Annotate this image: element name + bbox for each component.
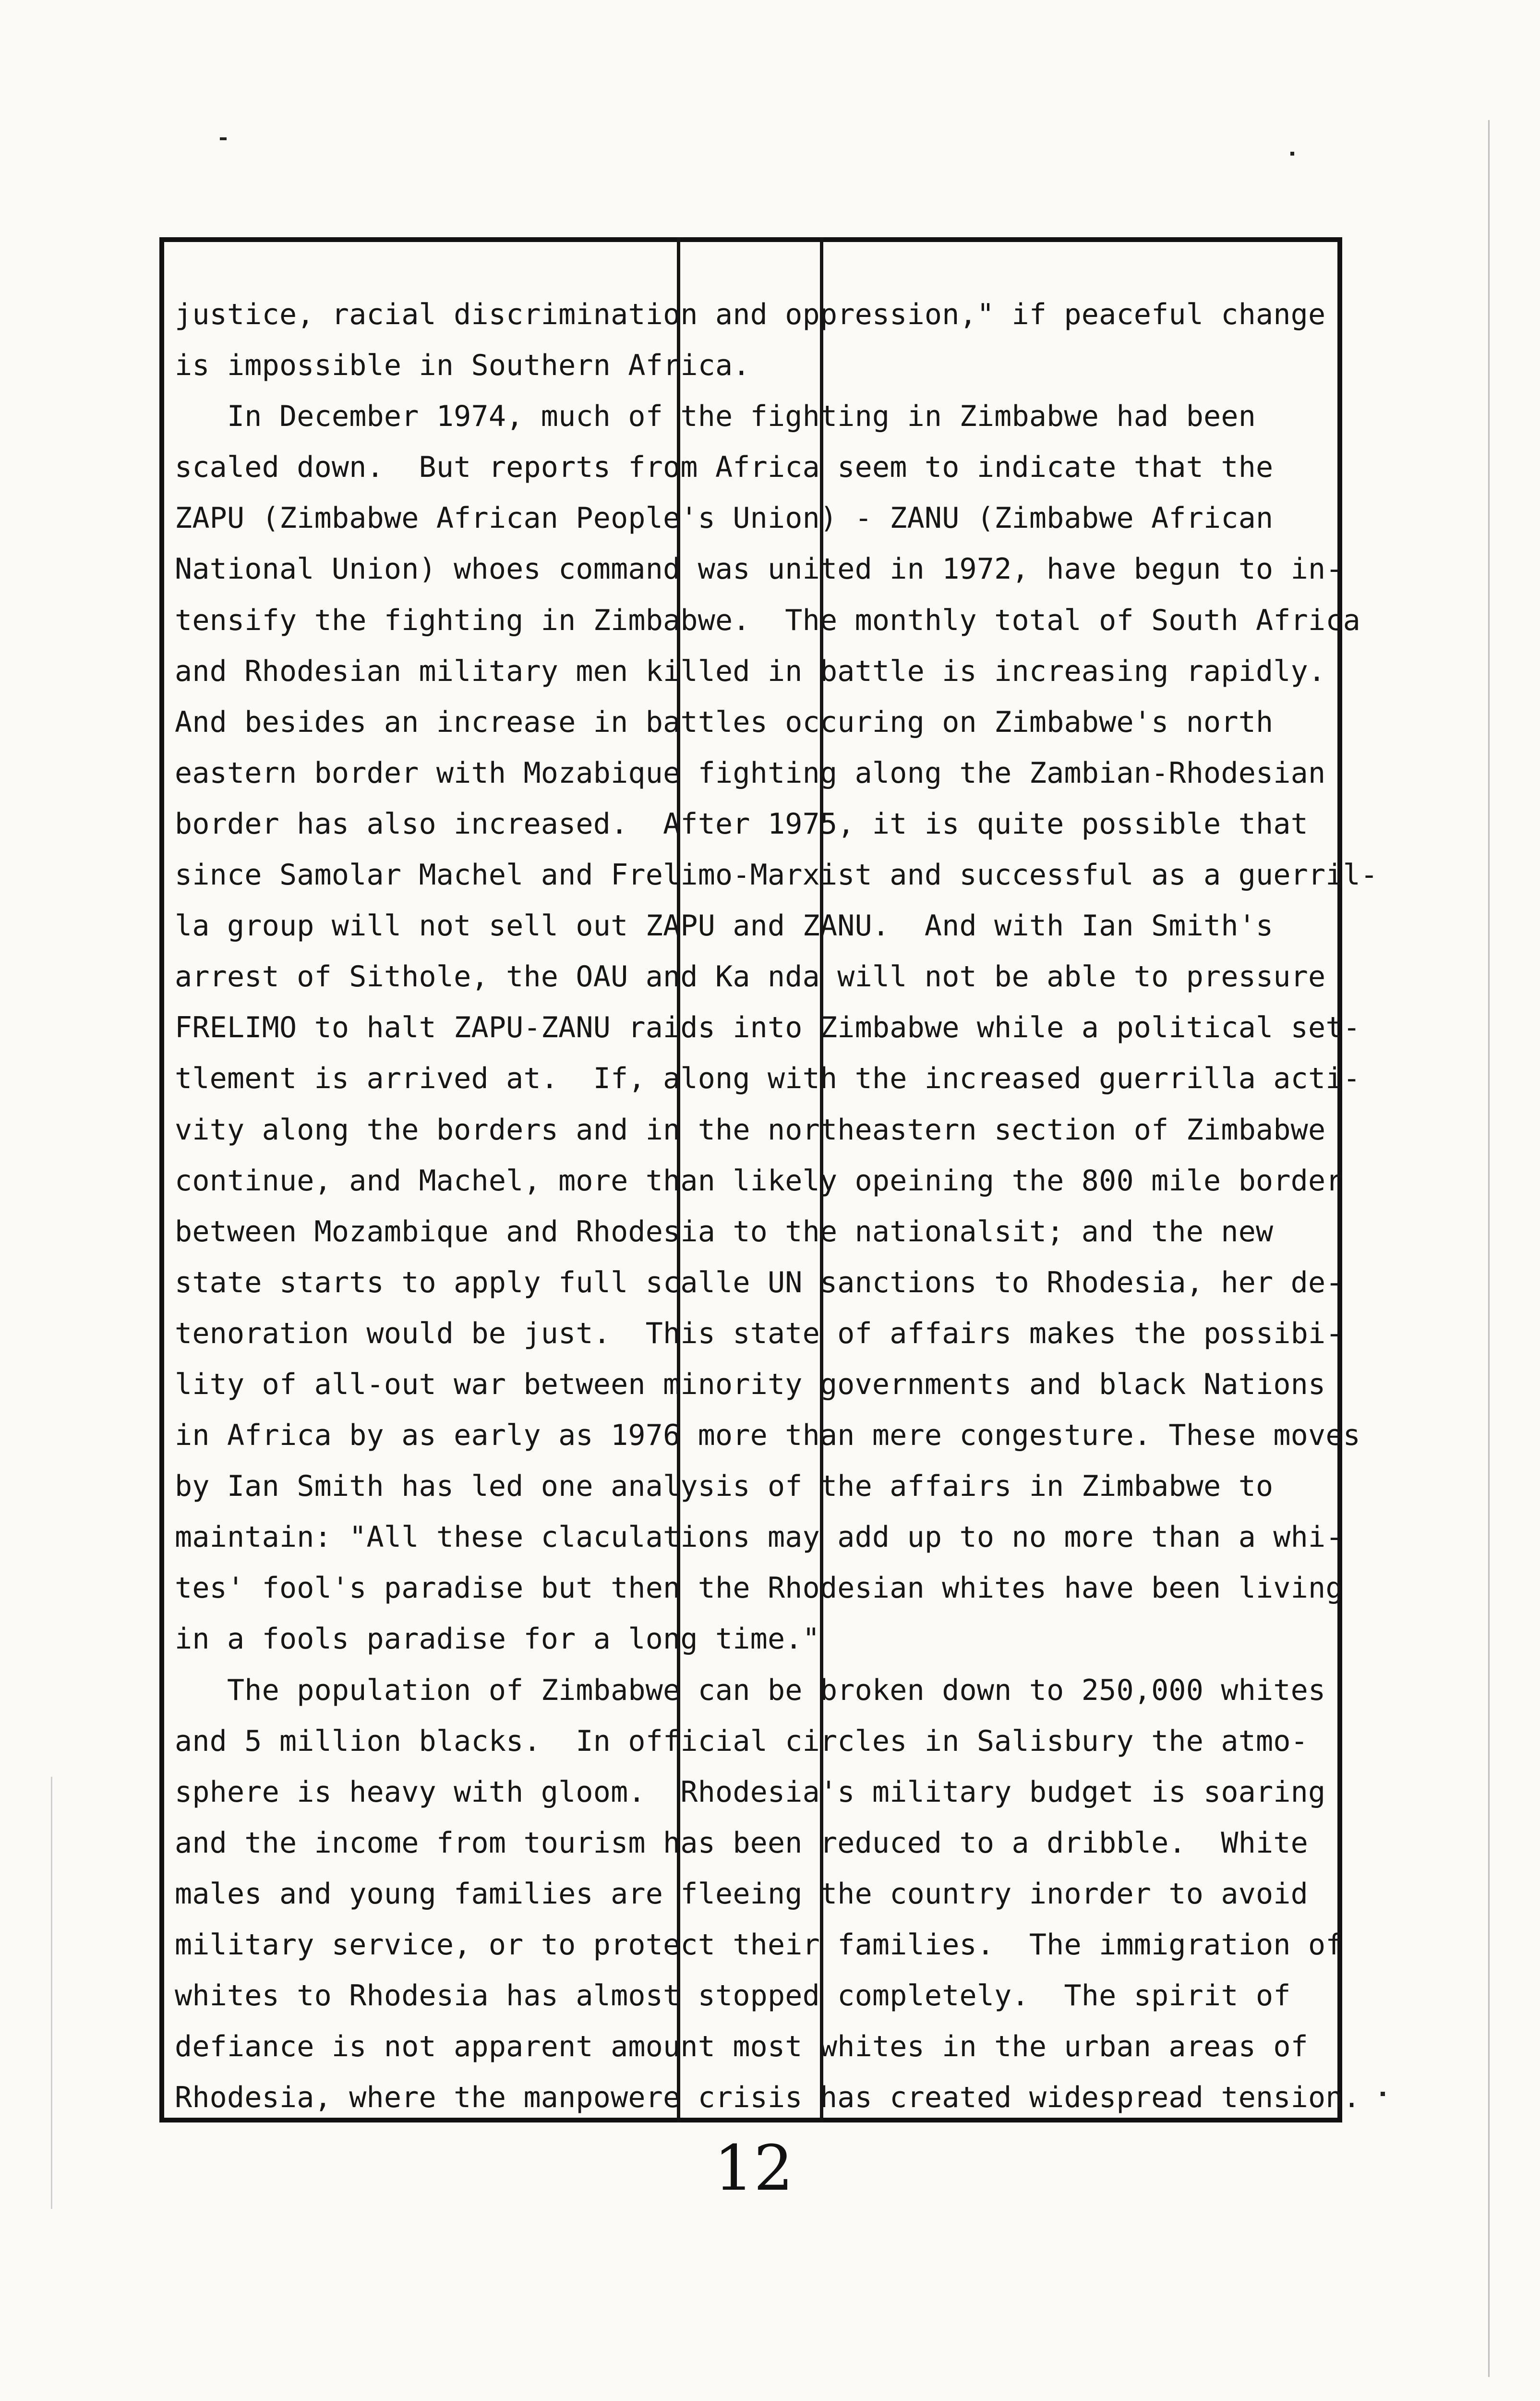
text-line: scaled down. But reports from Africa seem to indicate that the bbox=[175, 450, 1274, 485]
text-line: justice, racial discrimination and oppression," if peaceful change bbox=[175, 298, 1326, 331]
text-line: and the income from tourism has been reduced to a dribble. White bbox=[175, 1826, 1308, 1860]
text-line: tes' fool's paradise but then the Rhodesian whites have been living bbox=[175, 1571, 1343, 1605]
text-line: whites to Rhodesia has almost stopped completely. The spirit of bbox=[175, 1979, 1291, 2013]
text-line: The population of Zimbabwe can be broken down to 250,000 whites bbox=[175, 1673, 1326, 1707]
text-line: border has also increased. After 1975, it is quite possible that bbox=[175, 807, 1308, 841]
text-line: state starts to apply full scalle UN sanctions to Rhodesia, her de- bbox=[175, 1265, 1343, 1299]
paper-speck bbox=[1290, 152, 1294, 156]
text-line: la group will not sell out ZAPU and ZANU. And with Ian Smith's bbox=[175, 909, 1274, 943]
body-text bbox=[175, 289, 1378, 2123]
text-line: and 5 million blacks. In official circles in Salisbury the atmo- bbox=[175, 1724, 1308, 1758]
text-line: eastern border with Mozabique fighting along the Zambian-Rhodesian bbox=[175, 756, 1326, 790]
text-line: And besides an increase in battles occuring on Zimbabwe's north bbox=[175, 705, 1274, 739]
text-line: and Rhodesian military men killed in battle is increasing rapidly. bbox=[175, 654, 1326, 688]
text-line: tlement is arrived at. If, along with the increased guerrilla acti- bbox=[175, 1062, 1360, 1096]
text-line: is impossible in Southern Africa. bbox=[175, 349, 750, 383]
text-line: in a fools paradise for a long time." bbox=[175, 1622, 820, 1656]
text-line: continue, and Machel, more than likely opeining the 800 mile border bbox=[175, 1164, 1343, 1198]
paper-speck bbox=[1381, 2092, 1385, 2096]
text-line: military service, or to protect their families. The immigration of bbox=[175, 1928, 1343, 1962]
text-line: vity along the borders and in the northeastern section of Zimbabwe bbox=[175, 1113, 1326, 1147]
paper-speck bbox=[220, 137, 227, 140]
text-line: tenoration would be just. This state of affairs makes the possibi- bbox=[175, 1316, 1343, 1350]
text-line: lity of all-out war between minority governments and black Nations bbox=[175, 1367, 1326, 1401]
page-edge-shadow bbox=[1488, 120, 1490, 2377]
text-line: in Africa by as early as 1976 more than mere congesture. These moves bbox=[175, 1419, 1360, 1453]
text-line: by Ian Smith has led one analysis of the affairs in Zimbabwe to bbox=[175, 1469, 1274, 1504]
text-line: National Union) whoes command was united in 1972, have begun to in- bbox=[175, 552, 1343, 586]
page-number: 12 bbox=[714, 2132, 794, 2205]
text-line: males and young families are fleeing the country inorder to avoid bbox=[175, 1877, 1308, 1911]
text-line: In December 1974, much of the fighting in Zimbabwe had been bbox=[175, 400, 1256, 434]
text-line: defiance is not apparent amount most whites in the urban areas of bbox=[175, 2030, 1308, 2064]
page-edge-shadow bbox=[51, 1777, 52, 2209]
text-line: tensify the fighting in Zimbabwe. The monthly total of South Africa bbox=[175, 603, 1360, 637]
text-line: Rhodesia, where the manpowere crisis has created widespread tension. bbox=[175, 2081, 1360, 2115]
text-line: arrest of Sithole, the OAU and Ka nda will not be able to pressure bbox=[175, 960, 1326, 994]
text-line: FRELIMO to halt ZAPU-ZANU raids into Zimbabwe while a political set- bbox=[175, 1011, 1360, 1045]
text-line: maintain: "All these claculations may add up to no more than a whi- bbox=[175, 1520, 1343, 1554]
text-line: sphere is heavy with gloom. Rhodesia's military budget is soaring bbox=[175, 1775, 1326, 1809]
text-line: between Mozambique and Rhodesia to the nationalsit; and the new bbox=[175, 1214, 1274, 1249]
text-line: ZAPU (Zimbabwe African People's Union) - ZANU (Zimbabwe African bbox=[175, 501, 1274, 535]
text-line: since Samolar Machel and Frelimo-Marxist and successful as a guerril- bbox=[175, 858, 1378, 892]
